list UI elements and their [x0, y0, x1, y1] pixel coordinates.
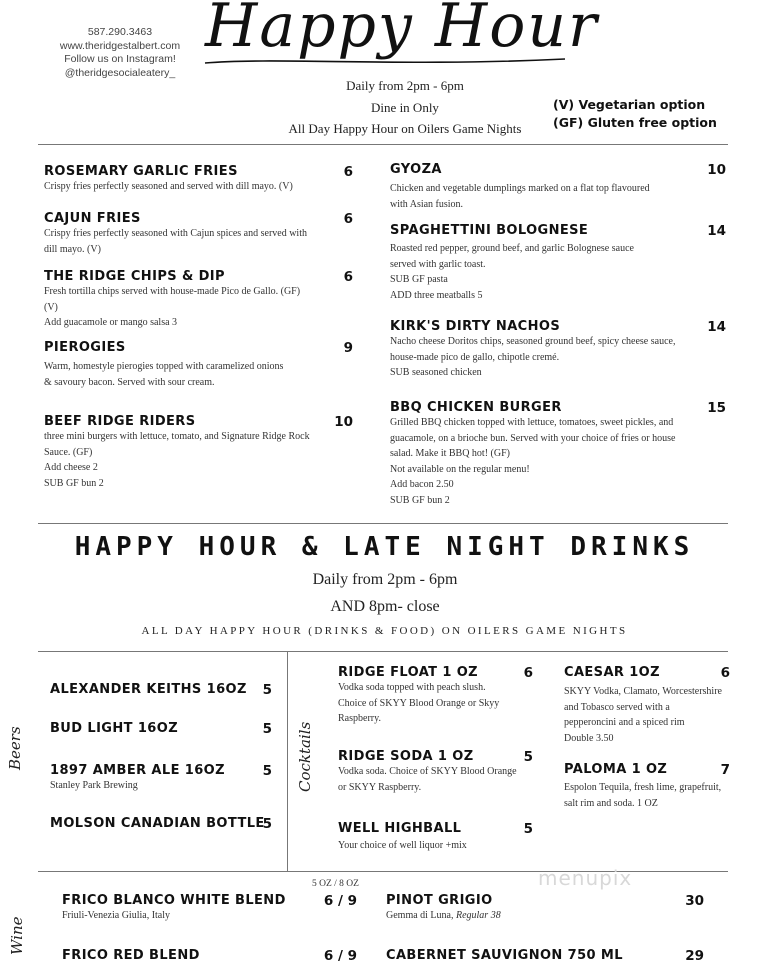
item-desc: Vodka soda topped with peach slush. [338, 682, 486, 693]
item-desc: & savoury bacon. Served with sour cream. [44, 376, 215, 388]
item-desc: Vodka soda. Choice of SKYY Blood Orange [338, 766, 517, 777]
item-desc: Espolon Tequila, fresh lime, grapefruit, [564, 782, 722, 793]
item-desc: served with garlic toast. [390, 258, 486, 270]
item-price: 30 [685, 893, 704, 909]
item-name: WELL HIGHBALL [338, 821, 462, 836]
item-price: 5 [262, 721, 272, 737]
item-name: PINOT GRIGIO [386, 893, 493, 908]
cocktail-item [338, 749, 533, 795]
item-price: 5 [523, 821, 533, 837]
cocktail-item [338, 821, 533, 854]
menu-item [390, 162, 726, 212]
item-name: GYOZA [390, 162, 442, 177]
item-addon: ADD three meatballs 5 [390, 289, 483, 301]
wine-label: Wine [8, 916, 26, 955]
item-price: 10 [334, 414, 353, 430]
item-desc: Chicken and vegetable dumplings marked on a flat top flavoured [390, 183, 650, 194]
header-dine-in: Dine in Only [371, 100, 439, 115]
divider-middle [38, 523, 728, 524]
item-desc: house-made pico de gallo, chipotle cremé. [390, 351, 560, 363]
item-name: KIRK'S DIRTY NACHOS [390, 319, 561, 334]
watermark: menupix [538, 866, 633, 890]
item-price: 6 / 9 [323, 893, 357, 909]
item-name: CABERNET SAUVIGNON 750 ML [386, 948, 623, 963]
item-desc: Raspberry. [338, 713, 381, 724]
instagram-handle[interactable]: @theridgesocialeatery_ [64, 66, 176, 79]
cocktail-desc [564, 684, 759, 746]
item-desc: Nacho cheese Doritos chips, seasoned ground beef, spicy cheese sauce, [390, 336, 676, 347]
website-link[interactable]: www.theridgestalbert.com [59, 39, 181, 52]
item-addon: Add bacon 2.50 [390, 479, 454, 490]
item-desc: Grilled BBQ chicken topped with lettuce, tomatoes, sweet pickles, and [390, 417, 674, 428]
header-oilers: All Day Happy Hour on Oilers Game Nights [288, 121, 522, 136]
item-name: CAESAR 1OZ [564, 665, 660, 680]
cocktail-desc [564, 780, 759, 811]
beer-item [50, 721, 272, 736]
item-producer [386, 908, 704, 924]
item-desc: Your choice of well liquor +mix [338, 840, 467, 851]
item-price: 14 [707, 223, 726, 239]
item-name: SPAGHETTINI BOLOGNESE [390, 223, 589, 238]
item-desc: Crispy fries perfectly seasoned and served with dill mayo. (V) [44, 181, 293, 192]
item-price: 14 [707, 319, 726, 335]
item-desc: guacamole, on a brioche bun. Served with your choice of fries or house [390, 432, 676, 444]
item-region: Friuli-Venezia Giulia, Italy [62, 910, 171, 921]
drinks-title: HAPPY HOUR & LATE NIGHT DRINKS [74, 532, 695, 562]
cocktail-item [338, 665, 533, 727]
item-name: PIEROGIES [44, 340, 126, 355]
wine-item [386, 893, 704, 924]
beer-item [50, 816, 272, 831]
beer-item [50, 763, 272, 794]
instagram-prompt: Follow us on Instagram! [64, 53, 176, 65]
drinks-oilers-note: ALL DAY HAPPY HOUR (DRINKS & FOOD) ON OILERS GAME NIGHTS [141, 625, 628, 637]
menu-item [44, 211, 359, 257]
drinks-hours: Daily from 2pm - 6pm [312, 571, 458, 588]
menu-item [44, 164, 359, 195]
item-price: 10 [707, 162, 726, 178]
legend-gluten-free: (GF) Gluten free option [553, 115, 717, 130]
cocktail-item [564, 762, 730, 777]
cocktails-label: Cocktails [296, 721, 314, 792]
item-name: THE RIDGE CHIPS & DIP [44, 269, 225, 284]
legend-vegetarian: (V) Vegetarian option [553, 97, 706, 112]
item-addon: SUB seasoned chicken [390, 367, 482, 378]
item-addon: Add guacamole or mango salsa 3 [44, 317, 178, 328]
contact-block [40, 26, 200, 80]
item-name: BBQ CHICKEN BURGER [390, 400, 562, 415]
menu-item [390, 319, 726, 381]
item-price: 5 [262, 682, 272, 698]
phone-number: 587.290.3463 [87, 26, 153, 38]
regular-price: Regular 38 [455, 910, 501, 921]
wine-size-header: 5 OZ / 8 OZ [312, 879, 359, 889]
divider-top [38, 144, 728, 145]
item-name: MOLSON CANADIAN BOTTLE [50, 816, 265, 831]
item-price: 5 [523, 749, 533, 765]
cocktail-item [564, 665, 730, 680]
item-name: BEEF RIDGE RIDERS [44, 414, 196, 429]
menu-item [390, 400, 726, 508]
item-addon: SUB GF bun 2 [390, 494, 450, 506]
item-price: 15 [707, 400, 726, 416]
item-desc: and Tobasco served with a [564, 701, 670, 713]
item-desc: salad. Make it BBQ hot! (GF) [390, 448, 510, 459]
item-addon: Add cheese 2 [44, 462, 98, 473]
drinks-late-night: AND 8pm- close [330, 598, 440, 615]
item-desc: (V) [44, 301, 58, 313]
menu-item [44, 340, 359, 390]
wine-item [62, 893, 357, 924]
title-flourish-icon [200, 55, 570, 69]
dietary-legend [553, 96, 717, 132]
beers-label: Beers [6, 726, 24, 770]
item-name: FRICO RED BLEND [62, 948, 200, 963]
menu-item [44, 269, 359, 331]
menu-item [390, 223, 726, 303]
divider-drinks-top [38, 651, 728, 652]
item-brewery: Stanley Park Brewing [50, 780, 138, 791]
item-price: 7 [720, 762, 730, 778]
item-price: 5 [262, 816, 272, 832]
item-price: 6 [343, 211, 353, 227]
item-name: RIDGE SODA 1 OZ [338, 749, 474, 764]
item-price: 5 [262, 763, 272, 779]
divider-beer-cocktail [287, 651, 288, 871]
item-name: PALOMA 1 OZ [564, 762, 668, 777]
happy-hour-title: Happy Hour [205, 0, 599, 61]
item-desc: Choice of SKYY Blood Orange or Skyy [338, 697, 500, 709]
item-price: 6 [343, 164, 353, 180]
item-desc: or SKYY Raspberry. [338, 781, 422, 793]
item-desc: Fresh tortilla chips served with house-made Pico de Gallo. (GF) [44, 286, 301, 297]
item-name: ROSEMARY GARLIC FRIES [44, 164, 238, 179]
header-hours: Daily from 2pm - 6pm [346, 78, 464, 93]
menu-item [44, 414, 359, 491]
item-desc: dill mayo. (V) [44, 243, 101, 255]
item-name: FRICO BLANCO WHITE BLEND [62, 893, 286, 908]
item-price: 6 [343, 269, 353, 285]
item-name: RIDGE FLOAT 1 OZ [338, 665, 479, 680]
item-desc: Warm, homestyle pierogies topped with caramelized onions [44, 361, 284, 372]
item-desc: SKYY Vodka, Clamato, Worcestershire [564, 686, 722, 697]
producer-name: Gemma di Luna, [386, 910, 456, 921]
item-price: 29 [685, 948, 704, 964]
item-desc: Crispy fries perfectly seasoned with Cajun spices and served with [44, 228, 307, 239]
item-desc: three mini burgers with lettuce, tomato, and Signature Ridge Rock [44, 431, 310, 442]
item-name: ALEXANDER KEITHS 16OZ [50, 682, 247, 697]
beer-item [50, 682, 272, 697]
item-addon: SUB GF pasta [390, 274, 448, 285]
item-addon: SUB GF bun 2 [44, 477, 104, 489]
item-price: 6 / 9 [323, 948, 357, 964]
item-desc: with Asian fusion. [390, 198, 464, 210]
item-name: 1897 AMBER ALE 16OZ [50, 763, 225, 778]
item-price: 6 [523, 665, 533, 681]
item-desc: salt rim and soda. 1 OZ [564, 797, 658, 809]
item-name: BUD LIGHT 16OZ [50, 721, 179, 736]
item-note: Not available on the regular menu! [390, 463, 530, 475]
item-price: 9 [343, 340, 353, 356]
item-desc: pepperoncini and a spiced rim [564, 717, 685, 728]
item-name: CAJUN FRIES [44, 211, 141, 226]
item-desc: Roasted red pepper, ground beef, and garlic Bolognese sauce [390, 243, 634, 254]
item-price: 6 [720, 665, 730, 681]
item-desc: Sauce. (GF) [44, 446, 93, 458]
item-desc: Double 3.50 [564, 732, 614, 744]
